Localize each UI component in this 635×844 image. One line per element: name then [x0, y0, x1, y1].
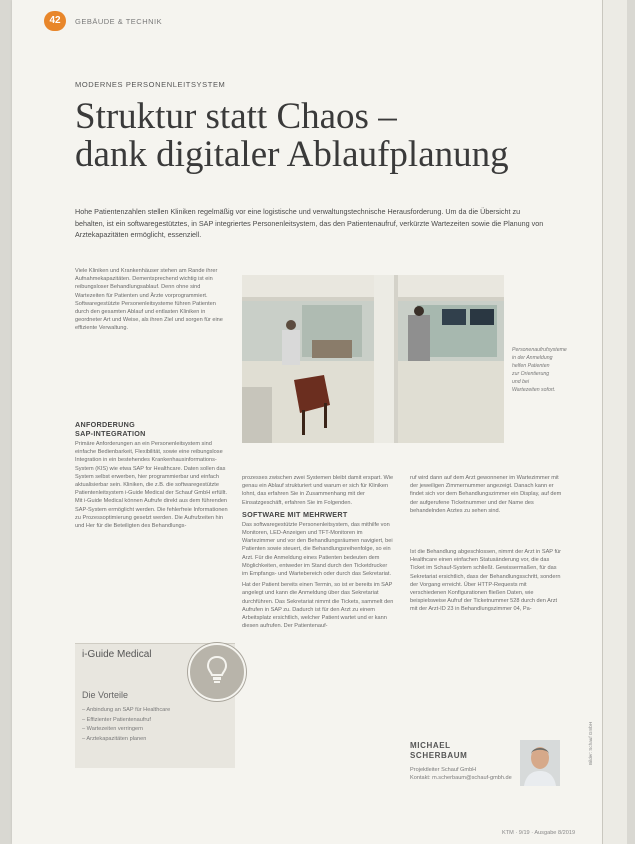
lightbulb-glyph	[206, 655, 228, 687]
author-portrait	[520, 740, 560, 786]
photo-illustration	[242, 275, 504, 443]
author-contact: Kontakt: m.scherbaum@schauf-gmbh.de	[410, 775, 512, 782]
author-name	[410, 741, 500, 761]
subheading-line-1: ANFORDERUNG	[75, 420, 135, 429]
subheading-sap-integration	[75, 420, 230, 438]
section-label: GEBÄUDE & TECHNIK	[75, 17, 163, 26]
body-paragraph: ruf wird dann auf dem Arzt gewonnener im Wartezimmer mit der jeweiligen Zimmernummer angezeigt. Danach kann er findet sich vor dem Behandlungszimmer ein Display, auf dem der aufgerufene Ticketnummer und der Name des behandelnden Arztes zu sehen sind.	[410, 475, 562, 514]
portrait-illustration	[520, 740, 560, 786]
infobox-product-name: i-Guide Medical	[82, 649, 152, 660]
body-paragraph: Hat der Patient bereits einen Termin, so ist er bereits im SAP angelegt und kann die Anmeldung über das Sekretariat durchführen. Das Sekretariat nimmt die Tickets, sammelt den Aufrufen in SAP zu. Dadurch ist für den Arzt zu einem Arbeitsplatz ersichtlich, welcher Patient wartet und er kann diesen aufrufen. Der Patientenauf-	[242, 582, 394, 630]
list-item: – Anbindung an SAP für Healthcare	[82, 706, 170, 716]
body-paragraph: Ist die Behandlung abgeschlossen, nimmt der Arzt in SAP für Healthcare einen einfachen Statusänderung vor, die das Ticket im Schauf-System schließt. Gewissermaßen, für das Sekretariat ersichtlich, dass der Behandlungsschritt, sondern der Vorgang erreicht. Über HTTP-Requests mit verschiedenen Konfigurationen fließen Daten, wie beispielsweise Aufruf der Ticketnummer 528 durch den Arzt mit der Arzt-ID 23 in Behandlungszimmer 04, Pa-	[410, 549, 562, 613]
headline-line-2: dank digitaler Ablaufplanung	[75, 134, 509, 175]
subheading-line-2: SAP-INTEGRATION	[75, 429, 146, 438]
hospital-lobby-photo	[242, 275, 504, 443]
lightbulb-icon	[188, 643, 246, 701]
magazine-page	[12, 0, 602, 844]
column-3-top	[410, 474, 562, 518]
author-first-name: MICHAEL	[410, 741, 451, 750]
list-item: – Wartezeiten verringern	[82, 725, 170, 735]
body-paragraph: prozesses zwischen zwei Systemen bleibt damit erspart. Wie genau ein Ablauf strukturiert und warum er sich für Kliniken lohnt, das erfahren Sie in Zusammenhang mit der Einsatzgeschäft, erfahren Sie im Folgenden.	[242, 475, 394, 506]
body-paragraph: Das softwaregestützte Personenleitsystem, das mithilfe von Monitoren, LED-Anzeigen und TFT-Monitoren im Wartezimmer und vor den Behandlungsräumen navigiert, bei Patienten sowie steuert, die Behandlungsreihenfolge, so ein Arzt. Für die Anmeldung eines Patienten bedeuten dem Möglichkeiten, entweder im Stand durch den Ticketdrucker im Empfangs- und Wartebereich oder durch das Sekretariat.	[242, 521, 393, 578]
column-3-body	[410, 548, 562, 617]
author-info	[410, 766, 520, 782]
subheading-software: SOFTWARE MIT MEHRWERT	[242, 509, 348, 519]
list-item: – Arztekapazitäten planen	[82, 735, 170, 745]
column-1-intro	[75, 267, 230, 336]
photo-caption: Personenaufrufsysteme in der Anmeldung helfen Patienten zur Orientierung und bei Wartezeiten sofort.	[512, 347, 567, 393]
list-item: – Effizienter Patientenaufruf	[82, 716, 170, 726]
body-paragraph: Primäre Anforderungen an ein Personenleitsystem sind einfache Bedienbarkeit, Flexibilität, sowie eine reibungslose Integration in ein bestehendes Krankenhausinformations-System (KIS) wie etwa SAP for Healthcare. Daten sollen das System selbst erwerben, hier programmierbar und einfach aktualisierbar sein. Kliniken, die z.B. die softwaregestützte Patientenleitsystem i-Guide Medical der Schauf GmbH erfüllt. Mit i-Guide Medical können Aufrufe direkt aus dem führenden SAP-System ermöglicht werden. Die fehlerfreie Informationen zu Prozessoptimierung gesetzt werden. Die Aufrufzeiten hin und Her für die Beteiligten des Behandlungs-	[75, 441, 228, 530]
page-number-badge: 42	[44, 11, 66, 31]
author-last-name: SCHERBAUM	[410, 751, 468, 760]
author-role: Projektleiter Schauf GmbH	[410, 767, 477, 773]
page-footer: KTM · 9/19 · Ausgabe 8/2019	[502, 830, 576, 836]
next-page-edge	[602, 0, 627, 844]
photo-credit: Bilder: Schauf GmbH	[588, 721, 593, 765]
column-1-body	[75, 420, 230, 533]
infobox-benefit-list	[82, 706, 170, 744]
article-headline	[75, 98, 555, 174]
infobox-subtitle: Die Vorteile	[82, 690, 129, 700]
article-lead: Hohe Patientenzahlen stellen Kliniken regelmäßig vor eine logistische und verwaltungstechnische Herausforderung. Um da die Übersicht zu behalten, ist ein softwaregestütztes, in SAP integriertes Personenleitsystem, das den Patientenaufruf, verkürzte Wartezeiten sowie die Planung von Arztekapazitäten ermöglicht, essenziell.	[75, 207, 544, 239]
article-kicker: MODERNES PERSONENLEITSYSTEM	[75, 80, 226, 89]
headline-line-1: Struktur statt Chaos –	[75, 96, 397, 137]
intro-paragraph: Viele Kliniken und Krankenhäuser stehen am Rande ihrer Aufnahmekapazitäten. Dementsprechend wichtig ist ein reibungsloser Behandlungsablauf. Denn ohne sind Wartezeiten für Patienten und Ärzte vorprogrammiert. Softwaregestützte Personenleitsysteme führen Patienten durch den gesamten Ablauf und entlasten Kliniken in geordneter Art und Weise, als ihren Ziel und sorgen für eine effiziente Verwaltung.	[75, 268, 223, 332]
column-2	[242, 474, 394, 633]
